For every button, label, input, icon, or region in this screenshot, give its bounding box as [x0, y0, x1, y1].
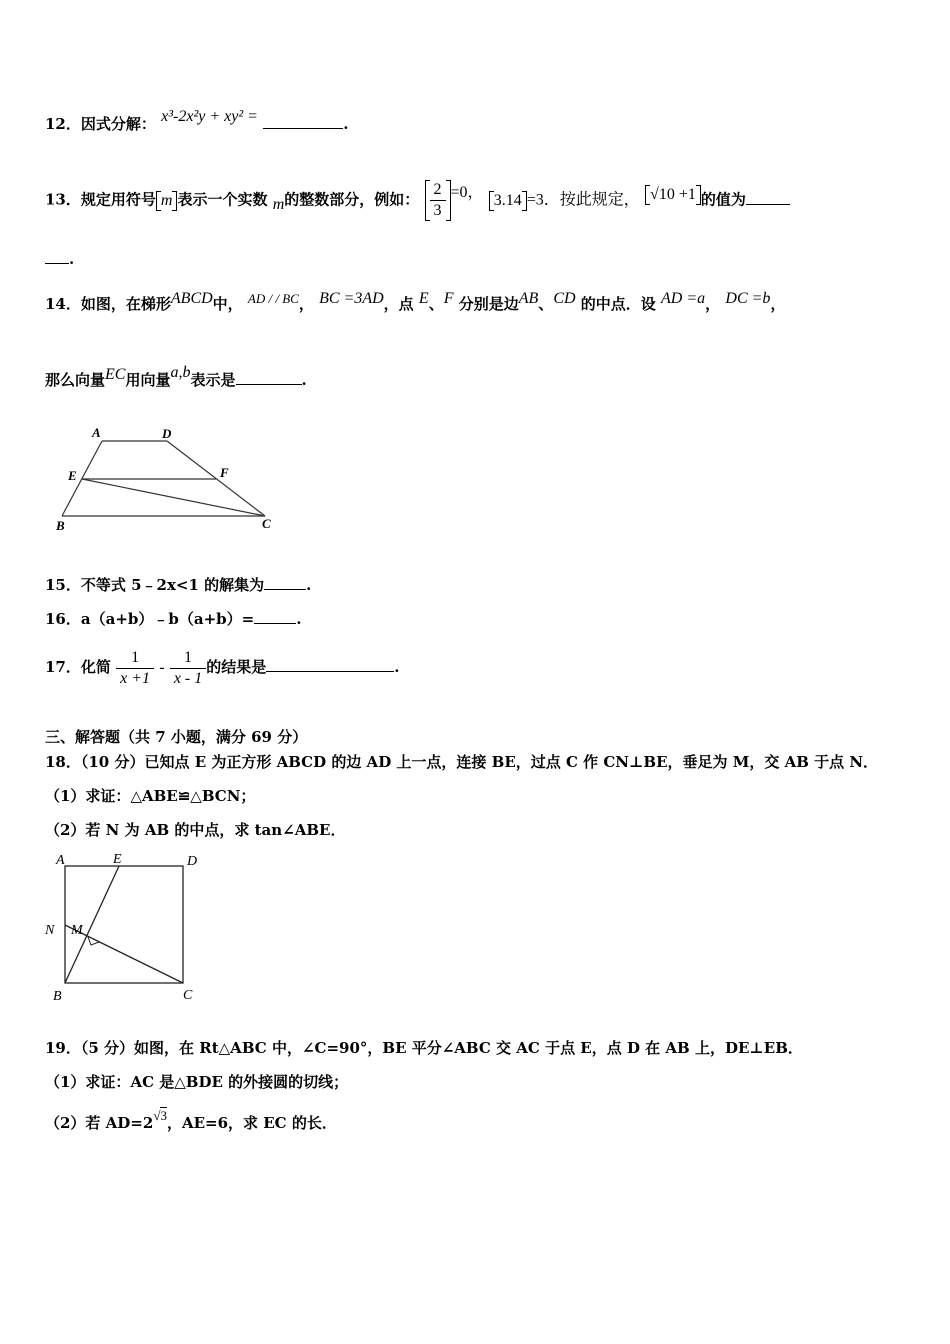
q14-bc-relation: BC =3AD: [319, 290, 384, 307]
q13-answer-blank[interactable]: [746, 190, 790, 205]
q14-text-3: ，点: [383, 295, 414, 313]
q13-text-1: 规定用符号: [80, 190, 156, 209]
q14-text-6: 那么向量: [45, 371, 106, 389]
q13-m-var: m: [272, 195, 285, 213]
q19-sqrt: √3: [153, 1108, 167, 1123]
q12-answer-blank[interactable]: [263, 114, 343, 129]
fig1-label-e: E: [68, 468, 77, 483]
q14-f: F: [443, 290, 454, 307]
q19-part2-text-a: （2）若 AD=2: [45, 1114, 154, 1132]
q14-sep-3: ，: [770, 295, 786, 313]
q13-text-4: 的值为: [700, 190, 746, 209]
question-19-part-2: [45, 1108, 337, 1134]
question-19-part-1: （1）求证：AC 是△BDE 的外接圆的切线；: [45, 1073, 349, 1091]
fig2-label-n: N: [45, 923, 55, 938]
q14-text-2: 中，: [212, 295, 243, 313]
q19-sqrt-radicand: 3: [160, 1108, 167, 1123]
question-18-part-2: （2）若 N 为 AB 的中点，求 tan∠ABE．: [45, 821, 346, 839]
q13-text-2: 表示一个实数: [177, 190, 268, 209]
q13-text-3: 的整数部分，例如：: [284, 190, 420, 209]
question-17: [45, 646, 400, 689]
q14-ab: AB: [518, 290, 539, 307]
q17-text-1: 化简: [80, 658, 111, 676]
q17-text-2: 的结果是: [206, 658, 267, 676]
q17-frac1-den: x +1: [120, 669, 151, 687]
q17-end: .: [394, 658, 400, 676]
q14-vector-ad: AD =a: [661, 290, 706, 307]
q15-answer-blank[interactable]: [264, 575, 306, 590]
q12-end: .: [343, 115, 349, 133]
question-14: [45, 290, 786, 315]
question-15: [45, 575, 311, 595]
q15-end: .: [306, 576, 312, 594]
q13-number: 13．: [45, 190, 81, 209]
q14-text-1: 如图，在梯形: [80, 295, 171, 313]
q14-parallel: AD / / BC: [247, 291, 299, 306]
q16-answer-blank[interactable]: [254, 609, 296, 624]
q19-part2-text-b: ，AE=6，求 EC 的长．: [166, 1114, 337, 1132]
q13-answer-blank-cont[interactable]: [45, 249, 69, 264]
question-12: [45, 108, 349, 135]
fig2-label-c: C: [183, 988, 193, 1003]
q14-sep-2: ，: [705, 295, 721, 313]
q17-fraction-1: [116, 648, 154, 689]
q14-text-8: 表示是: [190, 371, 236, 389]
q17-frac1-num: 1: [116, 648, 154, 669]
fig1-label-b: B: [56, 518, 65, 533]
q14-vector-dc: DC =b: [725, 290, 771, 307]
section-3-heading: 三、解答题（共 7 小题，满分 69 分）: [45, 728, 308, 746]
q13-bracket-sqrt: [645, 185, 701, 205]
q14-end: .: [301, 371, 307, 389]
q17-minus: -: [159, 659, 165, 676]
fig1-label-d: D: [162, 426, 172, 441]
q13-sqrt-expr: √10 +1: [650, 185, 696, 203]
q14-dun-1: 、: [428, 295, 444, 313]
q14-text-5: 的中点．设: [580, 295, 656, 313]
q16-end: .: [296, 610, 302, 628]
q14-number: 14．: [45, 295, 81, 313]
question-18-part-1: （1）求证：△ABE≌△BCN；: [45, 787, 256, 805]
q13-bracket-314: [489, 191, 527, 211]
q14-cd: CD: [553, 290, 576, 307]
q13-end: .: [69, 250, 75, 268]
q17-fraction-2: [170, 648, 206, 689]
q13-example2: 3.14: [493, 191, 522, 209]
q17-number: 17．: [45, 658, 81, 676]
question-16: [45, 609, 301, 629]
fig1-label-c: C: [262, 516, 271, 531]
q14-dun-2: 、: [538, 295, 554, 313]
trapezoid-figure: [50, 422, 290, 540]
fig2-label-m: M: [71, 923, 83, 938]
q13-bracket-m: [156, 191, 178, 211]
q14-e: E: [418, 290, 429, 307]
q12-text: 因式分解：: [80, 115, 156, 133]
q13-bracket-fraction: [425, 180, 451, 221]
q14-abcd: ABCD: [170, 290, 213, 307]
q12-number: 12．: [45, 115, 81, 133]
question-14-cont: [45, 364, 307, 391]
fig1-label-a: A: [92, 425, 101, 440]
fig2-label-d: D: [187, 854, 198, 869]
q13-fraction: [430, 180, 446, 221]
q14-text-7: 用向量: [125, 371, 171, 389]
fig2-label-e: E: [113, 852, 122, 867]
q14-text-4: 分别是边: [458, 295, 519, 313]
q14-sep-1: ，: [298, 295, 314, 313]
q13-frac-num: 2: [430, 180, 446, 201]
fig2-label-b: B: [53, 989, 62, 1004]
q17-frac2-den: x - 1: [173, 669, 203, 687]
question-13-cont: [45, 249, 74, 269]
q14-answer-blank[interactable]: [236, 370, 302, 385]
q16-text: 16．a（a+b）﹣b（a+b）=: [45, 610, 255, 628]
q13-bracket-m-var: m: [160, 191, 173, 209]
square-figure: [40, 848, 210, 1006]
q13-example1-value: =0，: [450, 183, 484, 201]
question-13: [45, 180, 790, 221]
q14-vectors-ab: a,b: [170, 364, 191, 381]
q14-vector-ec: EC: [105, 366, 126, 383]
q13-frac-den: 3: [433, 202, 442, 219]
fig1-label-f: F: [220, 465, 229, 480]
q15-text: 15．不等式 5﹣2x<1 的解集为: [45, 576, 265, 594]
question-18: 18．（10 分）已知点 E 为正方形 ABCD 的边 AD 上一点，连接 BE，过点 C 作 CN⊥BE，垂足为 M，交 AB 于点 N．: [45, 753, 879, 771]
q17-answer-blank[interactable]: [266, 657, 394, 672]
question-19: 19．（5 分）如图，在 Rt△ABC 中，∠C=90°，BE 平分∠ABC 交 AC 于点 E，点 D 在 AB 上，DE⊥EB．: [45, 1039, 803, 1057]
q13-example2-value: =3．按此规定，: [526, 191, 640, 209]
q17-frac2-num: 1: [170, 648, 206, 669]
q12-expression: x³-2x²y + xy² =: [161, 108, 258, 125]
fig2-label-a: A: [56, 853, 65, 868]
